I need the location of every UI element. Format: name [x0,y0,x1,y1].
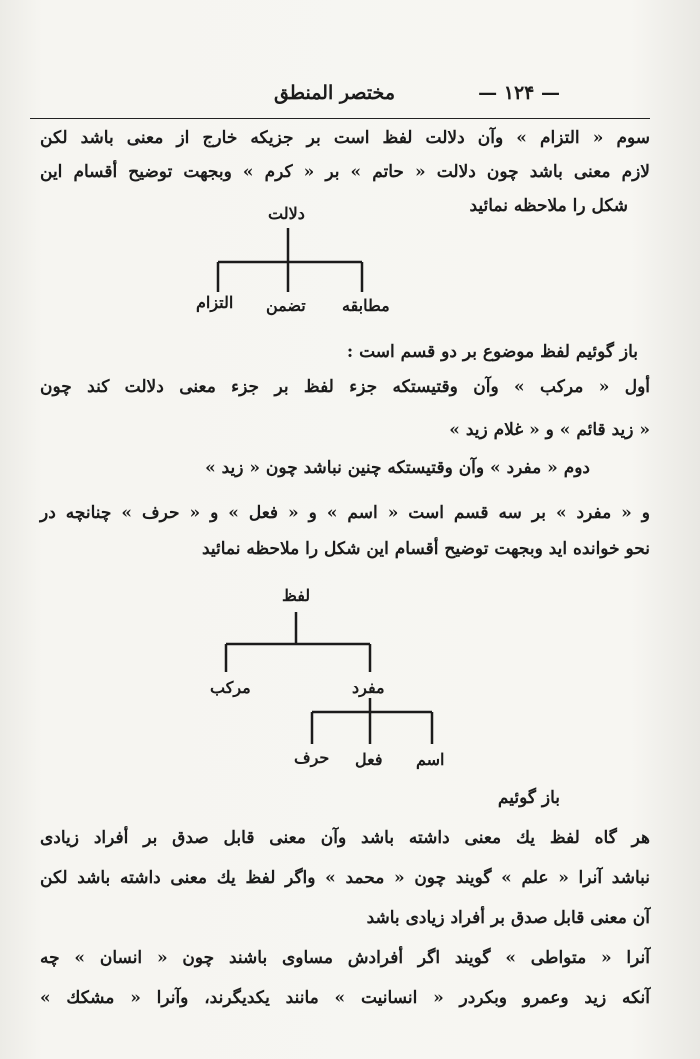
diagram2-right-child: مفرد [352,678,385,697]
text-line: هر گاه لفظ یك معنی داشته باشد وآن معنی قابل صدق بر أفراد زیادی [40,828,650,848]
text-line: شکل را ملاحظه نمائید [469,196,628,216]
text-line: دوم « مفرد » وآن وقتیستکه چنین نباشد چون « زید » [205,458,590,478]
diagram1-child: التزام [196,293,234,312]
text-line: آنرا « متواطی » گویند اگر أفرادش مساوی باشند چون « انسان » چه [40,948,650,968]
text-line: سوم « التزام » وآن دلالت لفظ است بر جزیکه خارج از معنی باشد لکن [40,128,650,148]
text-line: نباشد آنرا « علم » گویند چون « محمد » واگر لفظ یك معنی داشته باشد لکن [40,868,650,888]
text-line: لازم معنی باشد چون دلالت « حاتم » بر « کرم » وبجهت توضیح أقسام این [40,162,650,182]
running-title: مختصر المنطق [274,82,395,104]
diagram2-grandchild: حرف [294,748,330,767]
text-line: باز گوئیم [497,788,560,808]
diagram2-grandchild: فعل [355,750,383,769]
text-line: آن معنی قابل صدق بر أفراد زیادی باشد [366,908,650,928]
text-line: و « مفرد » بر سه قسم است « اسم » و « فعل » و « حرف » چنانچه در [40,503,650,523]
text-line: أول « مرکب » وآن وقتیستکه جزء لفظ بر جزء معنی دلالت کند چون [40,377,650,397]
diagram1-child: مطابقه [342,296,390,315]
diagram1-child: تضمن [266,296,306,315]
page-number: — ۱۲۴ — [478,82,560,104]
diagram2-left-child: مرکب [210,678,251,697]
text-line: باز گوئیم لفظ موضوع بر دو قسم است : [346,342,638,362]
diagram2-root: لفظ [282,586,311,605]
text-line: آنکه زید وعمرو وبکردر « انسانیت » مانند یکدیگرند، وآنرا « مشکك » [40,988,650,1008]
diagram1-root: دلالت [268,204,305,223]
text-line: « زید قائم » و « غلام زید » [449,420,650,440]
text-line: نحو خوانده اید وبجهت توضیح أقسام این شکل را ملاحظه نمائید [201,539,650,559]
diagram2-grandchild: اسم [416,750,445,769]
